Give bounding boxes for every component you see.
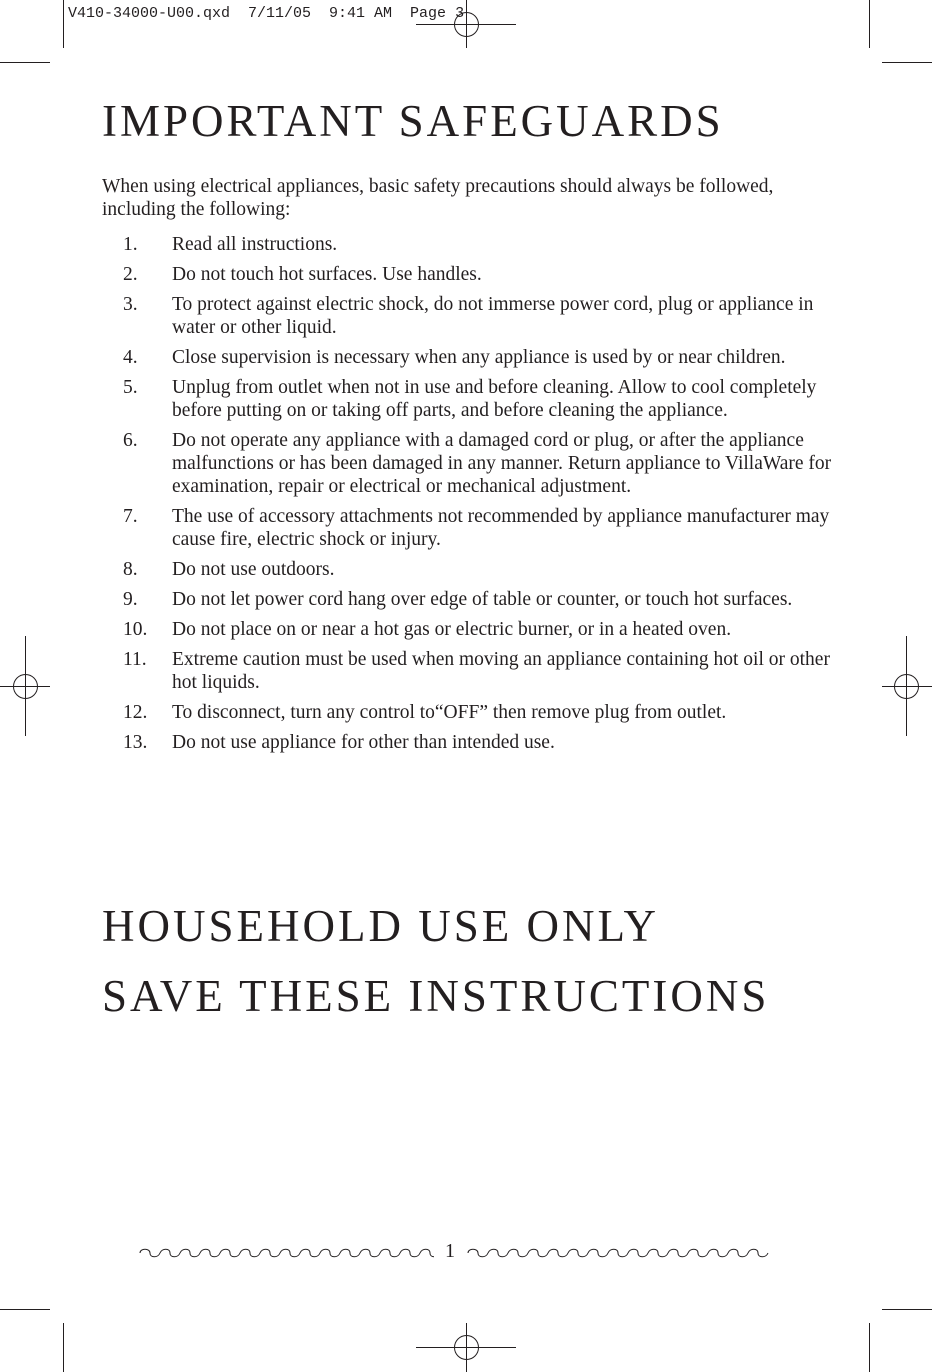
page-number: 1 <box>445 1240 455 1262</box>
registration-mark-top <box>416 0 516 48</box>
list-item <box>102 648 832 694</box>
item-text: Close supervision is necessary when any appliance is used by or near children. <box>172 347 786 368</box>
list-item <box>102 293 832 339</box>
item-text: Do not let power cord hang over edge of table or counter, or touch hot surfaces. <box>172 589 793 610</box>
list-item <box>102 618 832 641</box>
list-item <box>102 505 832 551</box>
item-number: 2. <box>123 264 138 285</box>
print-slug-line: V410-34000-U00.qxd 7/11/05 9:41 AM Page 3 <box>68 5 465 22</box>
footer-ornament-right <box>466 1245 794 1261</box>
item-number: 6. <box>123 430 138 451</box>
footer-ornament-left <box>138 1245 434 1261</box>
item-number: 13. <box>123 732 148 753</box>
item-text: Do not operate any appliance with a damaged cord or plug, or after the appliance malfunctions or has been damaged in any manner. Return appliance to VillaWare for examination, repair or electrical or mechanical adjustment. <box>172 430 832 497</box>
item-text: To protect against electric shock, do not immerse power cord, plug or appliance in water or other liquid. <box>172 294 814 338</box>
item-text: Do not use appliance for other than intended use. <box>172 732 555 753</box>
list-item <box>102 376 832 422</box>
item-number: 9. <box>123 589 138 610</box>
list-item <box>102 588 832 611</box>
item-text: Do not touch hot surfaces. Use handles. <box>172 264 482 285</box>
list-item <box>102 701 832 724</box>
item-text: To disconnect, turn any control to“OFF” then remove plug from outlet. <box>172 702 727 723</box>
item-number: 1. <box>123 234 138 255</box>
registration-mark-left <box>0 636 50 736</box>
page-title: IMPORTANT SAFEGUARDS <box>102 96 724 146</box>
item-number: 11. <box>123 649 147 670</box>
item-text: Do not use outdoors. <box>172 559 335 580</box>
item-number: 5. <box>123 377 138 398</box>
list-item <box>102 558 832 581</box>
item-number: 10. <box>123 619 148 640</box>
safeguards-list <box>102 233 832 761</box>
household-use-heading: HOUSEHOLD USE ONLY <box>102 901 659 951</box>
item-text: Do not place on or near a hot gas or electric burner, or in a heated oven. <box>172 619 732 640</box>
item-number: 12. <box>123 702 148 723</box>
list-item <box>102 731 832 754</box>
save-instructions-heading: SAVE THESE INSTRUCTIONS <box>102 971 770 1021</box>
intro-paragraph: When using electrical appliances, basic safety precautions should always be followed, including the following: <box>102 176 774 220</box>
list-item <box>102 429 832 498</box>
item-text: Extreme caution must be used when moving an appliance containing hot oil or other hot liquids. <box>172 649 830 693</box>
item-number: 3. <box>123 294 138 315</box>
item-number: 7. <box>123 506 138 527</box>
registration-mark-bottom <box>416 1323 516 1372</box>
item-text: Unplug from outlet when not in use and before cleaning. Allow to cool completely before putting on or taking off parts, and before cleaning the appliance. <box>172 377 817 421</box>
registration-mark-right <box>882 636 932 736</box>
list-item <box>102 346 832 369</box>
list-item <box>102 233 832 256</box>
item-number: 8. <box>123 559 138 580</box>
item-text: The use of accessory attachments not recommended by appliance manufacturer may cause fire, electric shock or injury. <box>172 506 830 550</box>
list-item <box>102 263 832 286</box>
item-text: Read all instructions. <box>172 234 338 255</box>
item-number: 4. <box>123 347 138 368</box>
page-footer <box>0 1241 932 1265</box>
